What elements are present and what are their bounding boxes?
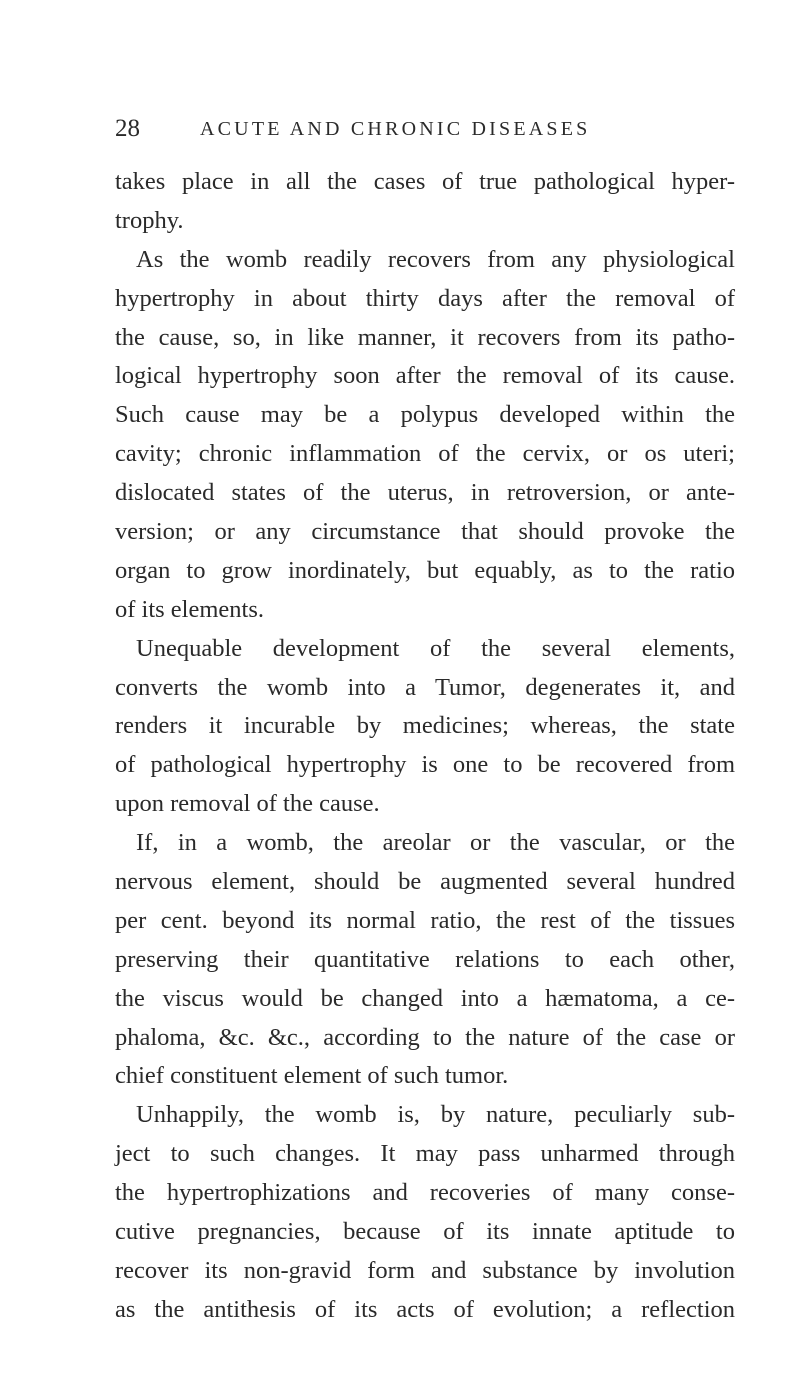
body-text: [115, 163, 735, 1330]
text-line: per cent. beyond its normal ratio, the rest of the tissues: [115, 906, 735, 934]
text-line: cavity; chronic inflammation of the cervix, or os uteri;: [115, 440, 735, 468]
text-line: Unhappily, the womb is, by nature, peculiarly sub-: [136, 1101, 735, 1129]
text-line: phaloma, &c. &c., according to the nature of the case or: [115, 1023, 735, 1051]
text-line: cutive pregnancies, because of its innate aptitude to: [115, 1218, 735, 1246]
text-line: the cause, so, in like manner, it recovers from its patho-: [115, 323, 735, 351]
text-line: logical hypertrophy soon after the removal of its cause.: [115, 362, 735, 390]
text-line: converts the womb into a Tumor, degenerates it, and: [115, 673, 735, 701]
text-line: preserving their quantitative relations to each other,: [115, 945, 735, 973]
text-line: takes place in all the cases of true pathological hyper-: [115, 168, 735, 195]
text-line: as the antithesis of its acts of evolution; a reflection: [115, 1295, 735, 1323]
text-line: the hypertrophizations and recoveries of many conse-: [115, 1179, 735, 1207]
text-line: trophy.: [115, 206, 184, 234]
text-line: organ to grow inordinately, but equably, as to the ratio: [115, 556, 735, 584]
text-line: renders it incurable by medicines; whereas, the state: [115, 712, 735, 740]
text-line: Unequable development of the several elements,: [136, 634, 735, 662]
text-line: Such cause may be a polypus developed within the: [115, 401, 735, 429]
text-line: dislocated states of the uterus, in retroversion, or ante-: [115, 479, 735, 507]
text-line: of pathological hypertrophy is one to be recovered from: [115, 751, 735, 779]
text-line: the viscus would be changed into a hæmatoma, a ce-: [115, 984, 735, 1012]
text-line: hypertrophy in about thirty days after the removal of: [115, 284, 735, 312]
running-head: ACUTE AND CHRONIC DISEASES: [200, 118, 591, 140]
text-line: recover its non-gravid form and substance by involution: [115, 1256, 735, 1284]
page-header: [115, 114, 735, 144]
text-line: upon removal of the cause.: [115, 790, 380, 818]
page-number: 28: [115, 115, 140, 142]
text-line: nervous element, should be augmented several hundred: [115, 868, 735, 896]
text-line: ject to such changes. It may pass unharmed through: [115, 1140, 735, 1168]
text-line: If, in a womb, the areolar or the vascular, or the: [136, 829, 735, 857]
text-line: chief constituent element of such tumor.: [115, 1062, 509, 1090]
text-line: of its elements.: [115, 595, 265, 623]
text-line: version; or any circumstance that should provoke the: [115, 518, 735, 546]
text-line: As the womb readily recovers from any physiological: [136, 245, 735, 273]
